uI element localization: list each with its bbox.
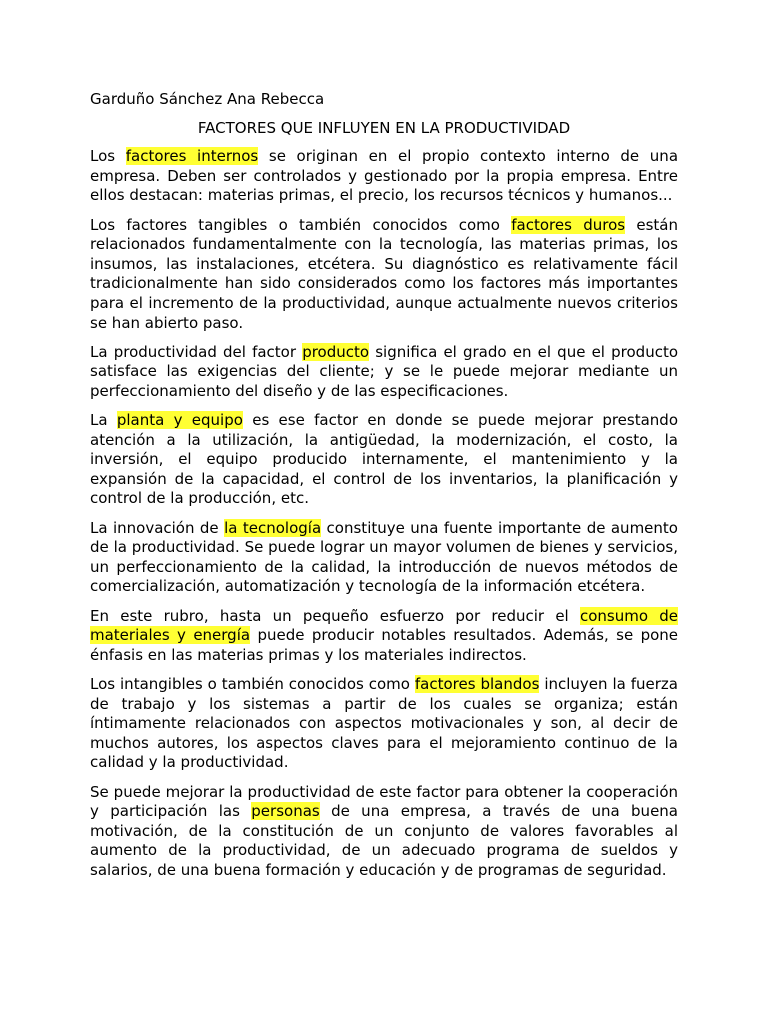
paragraph-6 [90, 607, 678, 666]
paragraph-text: Los factores tangibles o también conocidos como [90, 215, 512, 234]
paragraph-text: puede producir notables resultados. Además, se pone énfasis en las materias primas y los materiales indirectos. [90, 626, 679, 664]
paragraph-text: se originan en el propio contexto interno de una empresa. Deben ser controlados y gestionado por la propia empresa. Entre ellos destacan: materias primas, el precio, los recursos técnicos y humanos... [90, 147, 679, 205]
paragraph-text: es ese factor en donde se puede mejorar prestando atención a la utilización, la antigüedad, la modernización, el costo, la inversión, el equipo producido internamente, el mantenimiento y la expansión de la capacidad, el control de los inventarios, la planificación y control de la producción, etc. [90, 411, 678, 508]
highlighted-term: factores blandos [414, 675, 540, 693]
paragraph-text: La innovación de [90, 518, 225, 537]
highlighted-term: consumo de materiales y energía [90, 606, 678, 645]
paragraph-text: La [90, 411, 117, 430]
highlighted-term: la tecnología [224, 518, 322, 537]
highlighted-term: factores duros [511, 215, 626, 234]
highlighted-term: planta y equipo [116, 411, 243, 430]
paragraph-text: de una empresa, a través de una buena motivación, de la constitución de un conjunto de valores favorables al aumento de la productividad, de un adecuado programa de sueldos y salarios, de una buena formación y educación y de programas de seguridad. [90, 802, 678, 879]
paragraph-text: La productividad del factor [90, 342, 303, 361]
paragraph-text: En este rubro, hasta un pequeño esfuerzo por reducir el [90, 606, 580, 625]
paragraph-7 [90, 675, 678, 773]
paragraph-text: están relacionados fundamentalmente con la tecnología, las materias primas, los insumos, las instalaciones, etcétera. Su diagnóstico es relativamente fácil tradicionalmente han sido considerados como los factores más importantes para el incremento de la productividad, aunque actualmente nuevos criterios se han abierto paso. [90, 215, 678, 332]
paragraph-text: Los [90, 147, 126, 166]
document-body [90, 90, 678, 890]
highlighted-term: factores internos [125, 147, 259, 166]
paragraph-8 [90, 783, 678, 881]
author-name: Garduño Sánchez Ana Rebecca [90, 90, 325, 108]
paragraph-1 [90, 147, 678, 206]
highlighted-term: personas [251, 802, 320, 821]
paragraph-4 [90, 411, 678, 509]
paragraph-text: significa el grado en el que el producto satisface las exigencias del cliente; y se le puede mejorar mediante un perfeccionamiento del diseño y de las especificaciones. [90, 342, 679, 400]
paragraph-text: incluyen la fuerza de trabajo y los sistemas a partir de los cuales se organiza; están íntimamente relacionados con aspectos motivacionales y son, al decir de muchos autores, los aspectos claves para el mejoramiento continuo de la calidad y la productividad. [90, 675, 678, 772]
paragraph-text: Los intangibles o también conocidos como [90, 675, 415, 693]
paragraph-5 [90, 519, 678, 597]
document-title: FACTORES QUE INFLUYEN EN LA PRODUCTIVIDAD [197, 118, 571, 137]
paragraph-text: constituye una fuente importante de aumento de la productividad. Se puede lograr un mayor volumen de bienes y servicios, un perfeccionamiento de la calidad, la introducción de nuevos métodos de comercialización, automatización y tecnología de la información etcétera. [90, 518, 678, 596]
paragraph-2 [90, 216, 678, 334]
paragraph-text: Se puede mejorar la productividad de este factor para obtener la cooperación y participación las [90, 782, 678, 821]
paragraph-3 [90, 343, 678, 402]
highlighted-term: producto [302, 342, 370, 361]
